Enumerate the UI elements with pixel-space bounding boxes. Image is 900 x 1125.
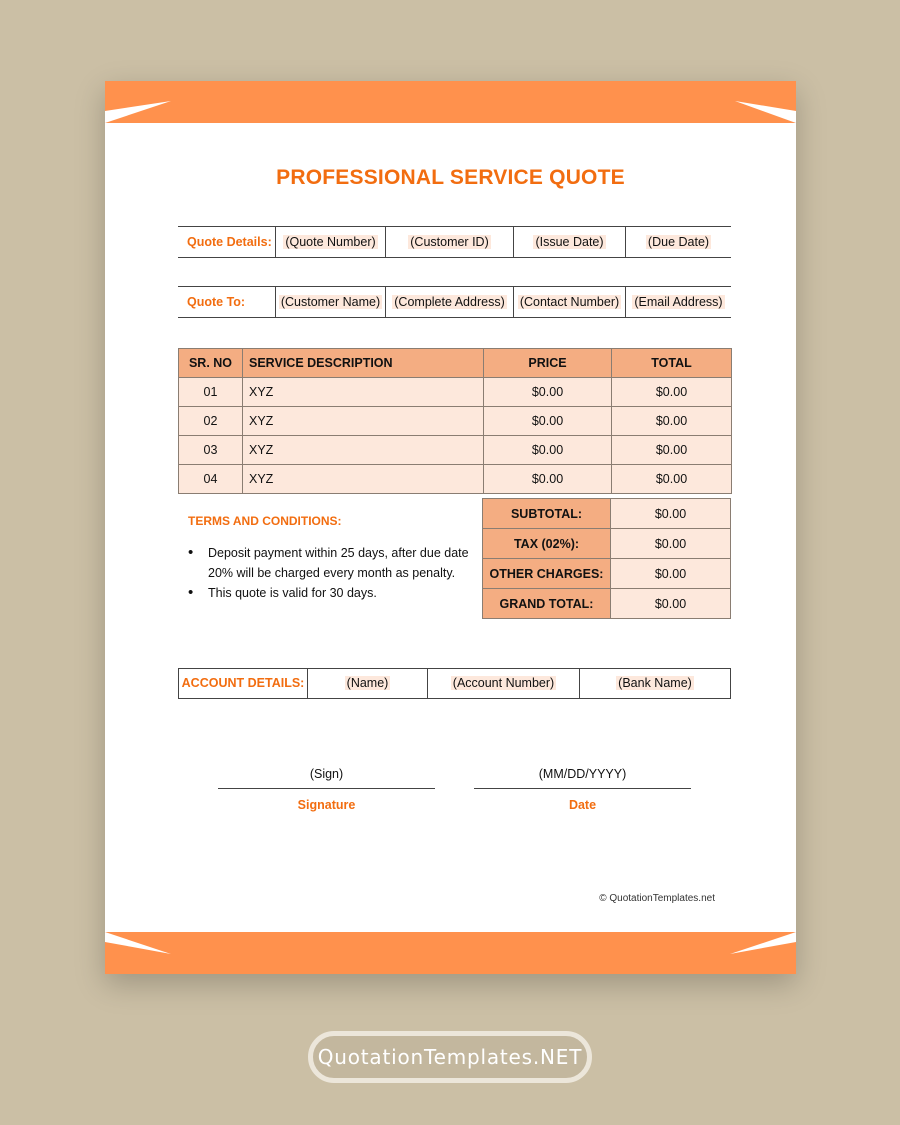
table-row [179, 407, 732, 436]
brand-badge[interactable] [308, 1031, 592, 1083]
grand-total-row [483, 589, 731, 619]
email-address-field[interactable]: (Email Address) [625, 287, 731, 317]
row-description[interactable]: XYZ [243, 407, 484, 436]
account-number-field[interactable]: (Account Number) [427, 669, 579, 698]
signature-caption: Signature [297, 798, 356, 812]
row-total[interactable]: $0.00 [612, 378, 732, 407]
quote-details-row [178, 226, 731, 258]
row-price[interactable]: $0.00 [484, 407, 612, 436]
other-charges-row [483, 559, 731, 589]
tax-label: TAX (02%): [483, 529, 611, 559]
brand-label: QuotationTemplates.NET [317, 1045, 583, 1069]
row-description[interactable]: XYZ [243, 436, 484, 465]
bottom-orange-band [105, 932, 796, 974]
table-row [179, 378, 732, 407]
tax-row [483, 529, 731, 559]
row-total[interactable]: $0.00 [612, 407, 732, 436]
document-title: PROFESSIONAL SERVICE QUOTE [276, 166, 625, 189]
list-item: • Deposit payment within 25 days, after due date 20% will be charged every month as penalty. [188, 543, 488, 583]
issue-date-field[interactable]: (Issue Date) [513, 227, 625, 257]
table-row [179, 436, 732, 465]
grand-total-label: GRAND TOTAL: [483, 589, 611, 619]
account-details-row [178, 668, 731, 699]
signature-field[interactable]: (Sign) [309, 767, 344, 781]
date-field[interactable]: (MM/DD/YYYY) [538, 767, 627, 781]
row-description[interactable]: XYZ [243, 378, 484, 407]
due-date-field[interactable]: (Due Date) [625, 227, 731, 257]
quote-number-field[interactable]: (Quote Number) [275, 227, 385, 257]
row-price[interactable]: $0.00 [484, 436, 612, 465]
table-header-row [179, 349, 732, 378]
date-block [474, 767, 691, 812]
row-sr-no[interactable]: 01 [179, 378, 243, 407]
signature-block [218, 767, 435, 812]
table-row [179, 465, 732, 494]
row-price[interactable]: $0.00 [484, 378, 612, 407]
bank-name-field[interactable]: (Bank Name) [579, 669, 730, 698]
row-sr-no[interactable]: 03 [179, 436, 243, 465]
date-caption: Date [568, 798, 597, 812]
list-item: • This quote is valid for 30 days. [188, 583, 488, 603]
other-charges-value[interactable]: $0.00 [611, 559, 731, 589]
account-details-label: ACCOUNT DETAILS: [181, 676, 305, 690]
row-total[interactable]: $0.00 [612, 465, 732, 494]
quote-document [105, 81, 796, 974]
date-line [474, 788, 691, 789]
quote-to-row [178, 286, 731, 318]
subtotal-row [483, 499, 731, 529]
top-orange-band [105, 81, 796, 123]
header-price: PRICE [484, 349, 612, 378]
row-sr-no[interactable]: 02 [179, 407, 243, 436]
contact-number-field[interactable]: (Contact Number) [513, 287, 625, 317]
account-name-field[interactable]: (Name) [307, 669, 427, 698]
signature-line [218, 788, 435, 789]
complete-address-field[interactable]: (Complete Address) [385, 287, 513, 317]
row-description[interactable]: XYZ [243, 465, 484, 494]
summary-table [482, 498, 731, 619]
other-charges-label: OTHER CHARGES: [483, 559, 611, 589]
terms-list [188, 543, 488, 603]
header-total: TOTAL [612, 349, 732, 378]
quote-to-label: Quote To: [187, 295, 246, 309]
copyright-text: © QuotationTemplates.net [599, 893, 715, 904]
service-items-table [178, 348, 732, 494]
header-sr-no: SR. NO [179, 349, 243, 378]
customer-id-field[interactable]: (Customer ID) [385, 227, 513, 257]
header-service-description: SERVICE DESCRIPTION [243, 349, 484, 378]
customer-name-field[interactable]: (Customer Name) [275, 287, 385, 317]
terms-heading: TERMS AND CONDITIONS: [188, 514, 342, 528]
row-price[interactable]: $0.00 [484, 465, 612, 494]
subtotal-label: SUBTOTAL: [483, 499, 611, 529]
quote-details-label: Quote Details: [187, 235, 272, 249]
subtotal-value[interactable]: $0.00 [611, 499, 731, 529]
row-total[interactable]: $0.00 [612, 436, 732, 465]
row-sr-no[interactable]: 04 [179, 465, 243, 494]
grand-total-value[interactable]: $0.00 [611, 589, 731, 619]
tax-value[interactable]: $0.00 [611, 529, 731, 559]
